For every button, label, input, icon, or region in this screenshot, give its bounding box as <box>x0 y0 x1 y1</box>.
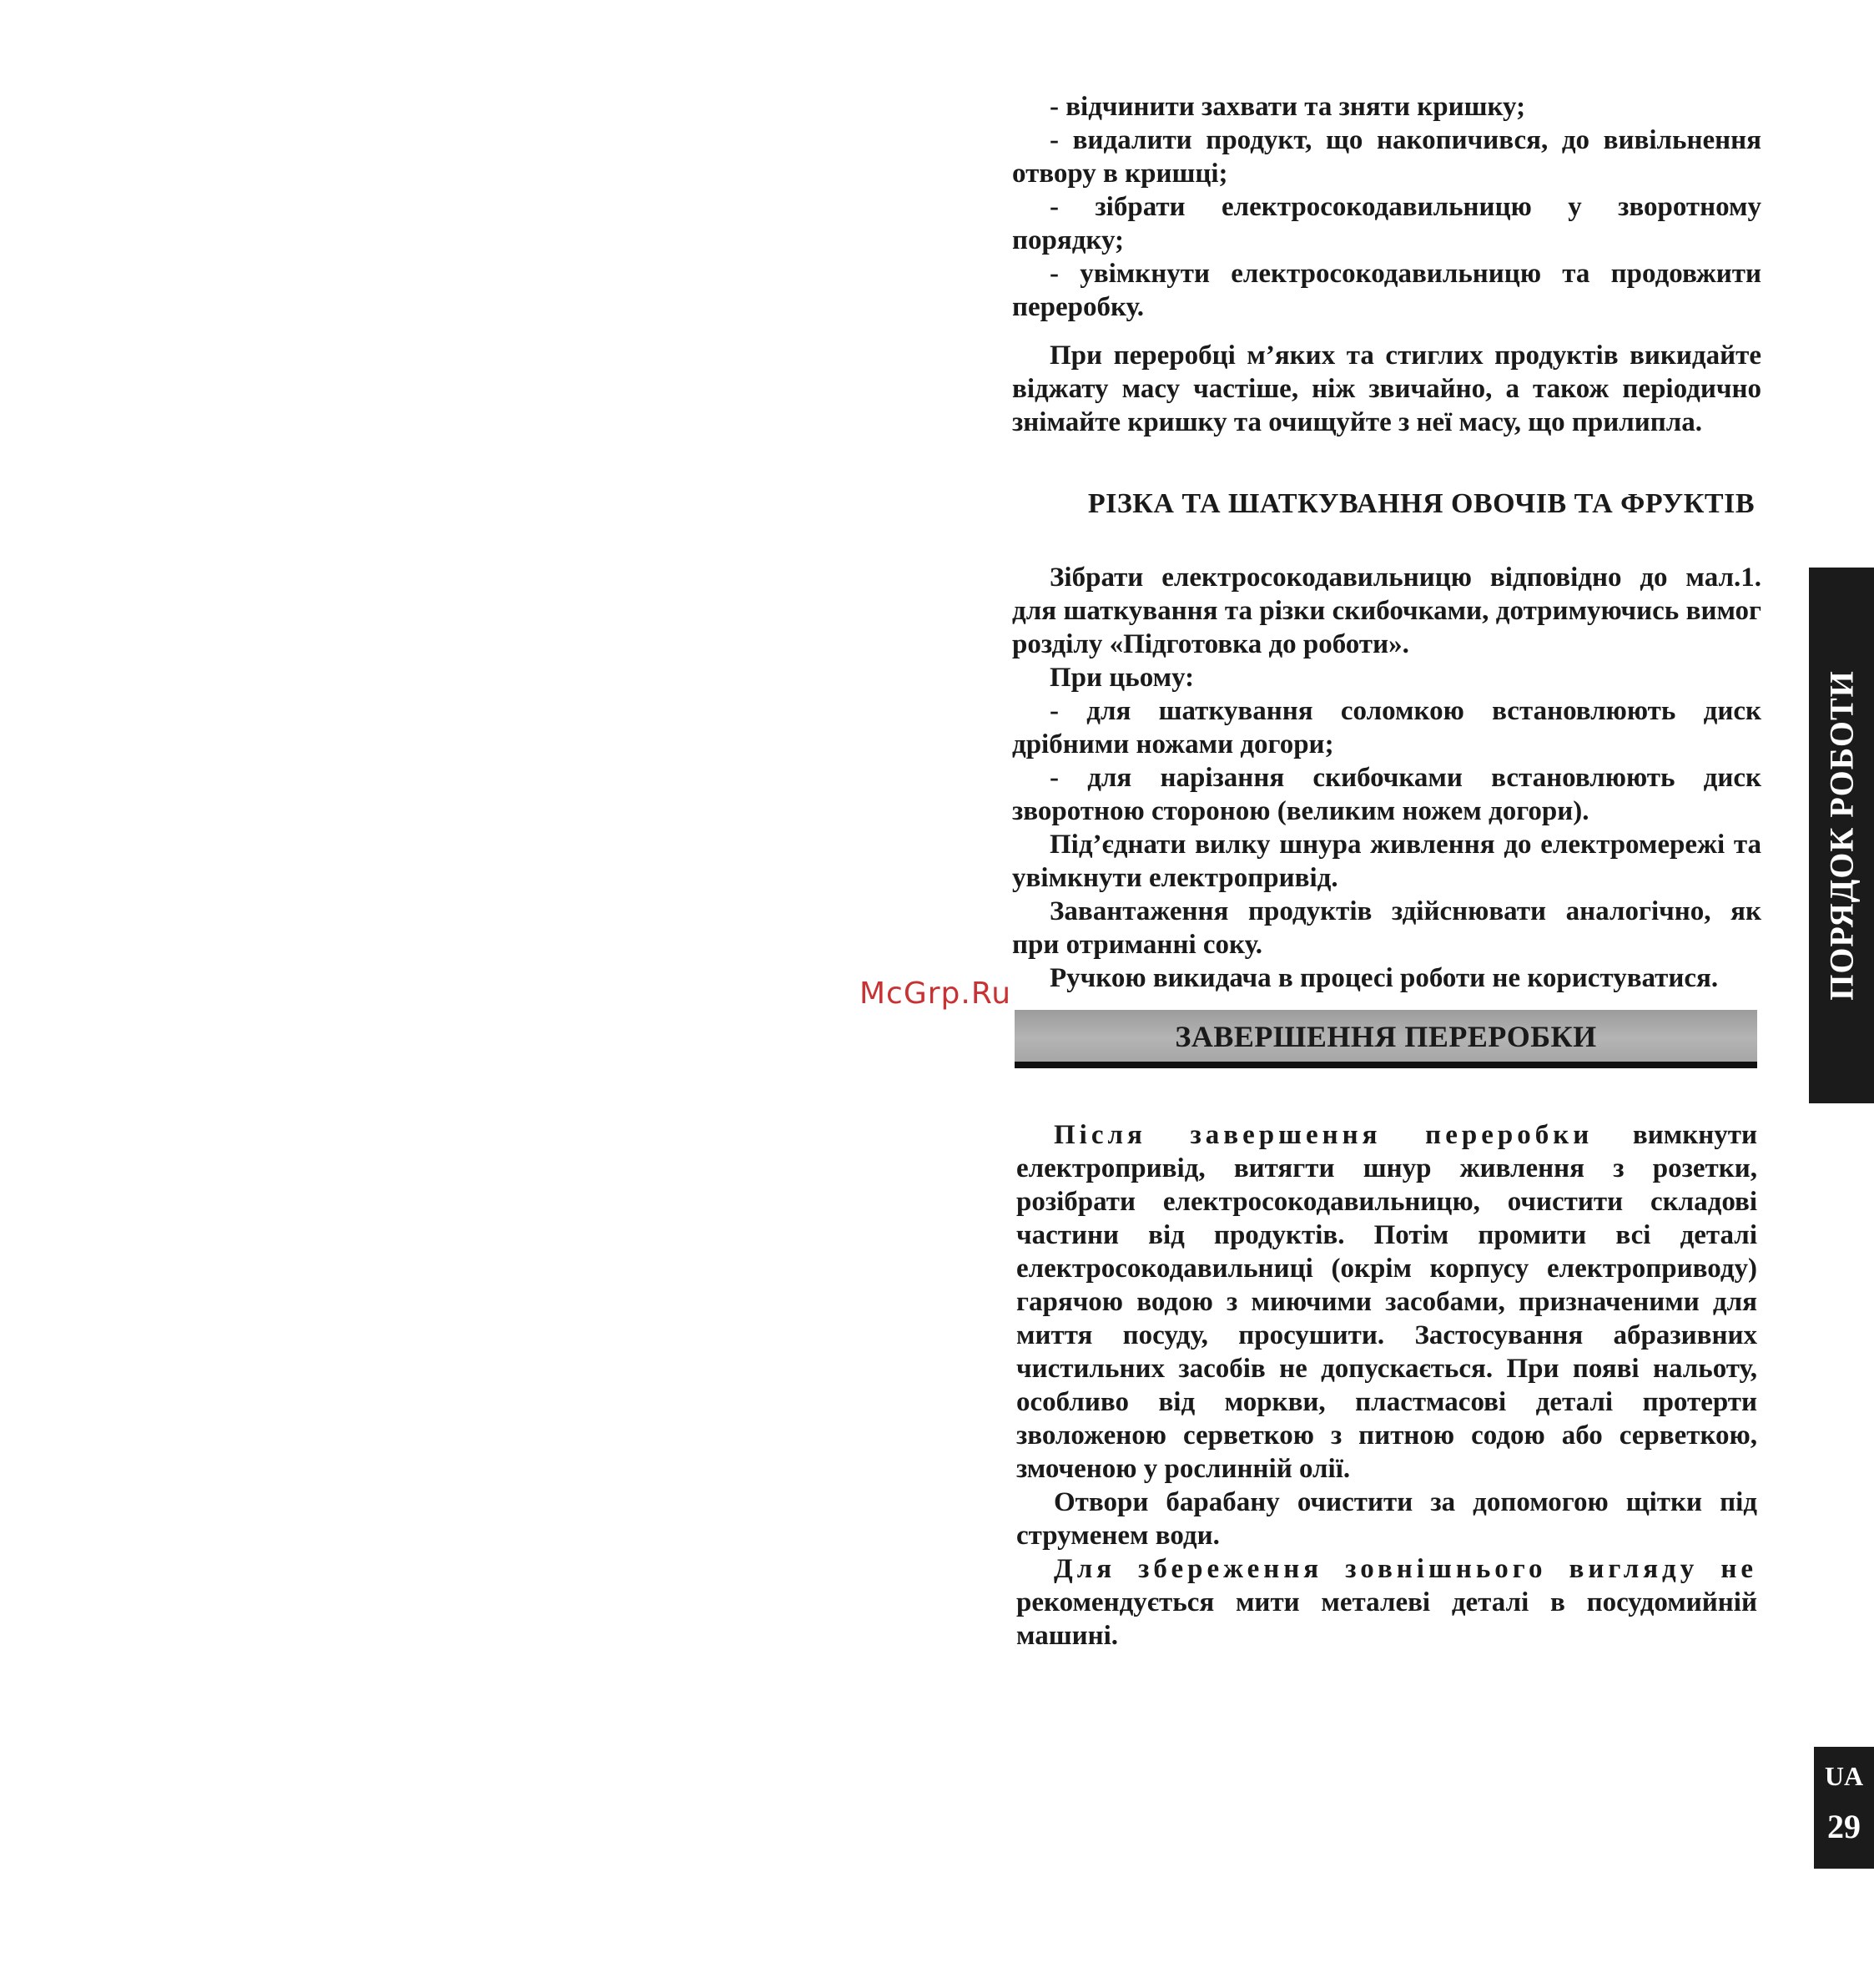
page-number: 29 <box>1827 1808 1861 1845</box>
side-tab-label: ПОРЯДОК РОБОТИ <box>1822 670 1861 1001</box>
step-open-clamps: - відчинити захвати та зняти кришку; <box>1050 92 1526 122</box>
slicing-paragraph: При цьому: <box>1050 663 1195 693</box>
finish-section-title: ЗАВЕРШЕННЯ ПЕРЕРОБКИ <box>1175 1020 1597 1053</box>
finish-section-banner <box>1015 1010 1757 1068</box>
page-number-tab <box>1814 1747 1874 1869</box>
slicing-paragraph: Ручкою викидача в процесі роботи не користуватися. <box>1050 963 1719 993</box>
step-reassemble: - зібрати електросокодавильницю у зворотному порядку; <box>1012 192 1761 255</box>
language-code: UA <box>1824 1761 1864 1791</box>
finish-paragraph-1 <box>1016 1118 1757 1486</box>
soft-products-note: При переробці м’яких та стиглих продуктів викидайте віджату масу частіше, ніж звичайно, а також періодично знімайте кришку та очищуйте з неї масу, що прилипла. <box>1012 341 1761 437</box>
finish-paragraph-2: Отвори барабану очистити за допомогою щітки під струменем води. <box>1016 1487 1757 1551</box>
finish-lead: Після завершення переробки <box>1054 1120 1594 1150</box>
finish-lead-2: Для збереження зовнішнього вигляду не <box>1054 1554 1757 1584</box>
step-remove-product: - видалити продукт, що накопичився, до вивільнення отвору в кришці; <box>1012 125 1761 189</box>
slicing-section-title: РІЗКА ТА ШАТКУВАННЯ ОВОЧІВ ТА ФРУКТІВ <box>1087 488 1755 519</box>
upper-text-column <box>1012 90 1761 995</box>
slicing-paragraph: Зібрати електросокодавильницю відповідно до мал.1. для шаткування та різки скибочками, дотримуючись вимог розділу «Підготовка до роботи». <box>1012 563 1761 659</box>
slicing-paragraph: Під’єднати вилку шнура живлення до електромережі та увімкнути електропривід. <box>1012 830 1761 893</box>
slicing-paragraph: - для шаткування соломкою встановлюють диск дрібними ножами догори; <box>1012 696 1761 759</box>
step-continue: - увімкнути електросокодавильницю та продовжити переробку. <box>1012 259 1761 322</box>
slicing-paragraph: Завантаження продуктів здійснювати аналогічно, як при отриманні соку. <box>1012 896 1761 960</box>
finish-body-2: рекомендується мити металеві деталі в посудомийній машині. <box>1016 1587 1757 1651</box>
finish-body: вимкнути електропривід, витягти шнур живлення з розетки, розібрати електросокодавильницю, очистити складові частини від продуктів. Потім промити всі деталі електросокодавильниці (окрім корпусу електроприводу) гарячою водою з миючими засобами, призначеними для миття посуду, просушити. Застосування абразивних чистильних засобів не допускається. При появі нальоту, особливо від моркви, пластмасові деталі протерти зволоженою серветкою з питною содою або серветкою, змоченою у рослинній олії. <box>1016 1120 1757 1484</box>
finish-paragraph-3 <box>1016 1552 1757 1652</box>
section-side-tab <box>1809 568 1874 1103</box>
lower-text-column <box>1016 1118 1757 1652</box>
slicing-paragraph: - для нарізання скибочками встановлюють диск зворотною стороною (великим ножем догори). <box>1012 763 1761 826</box>
watermark: McGrp.Ru <box>859 976 1012 1011</box>
